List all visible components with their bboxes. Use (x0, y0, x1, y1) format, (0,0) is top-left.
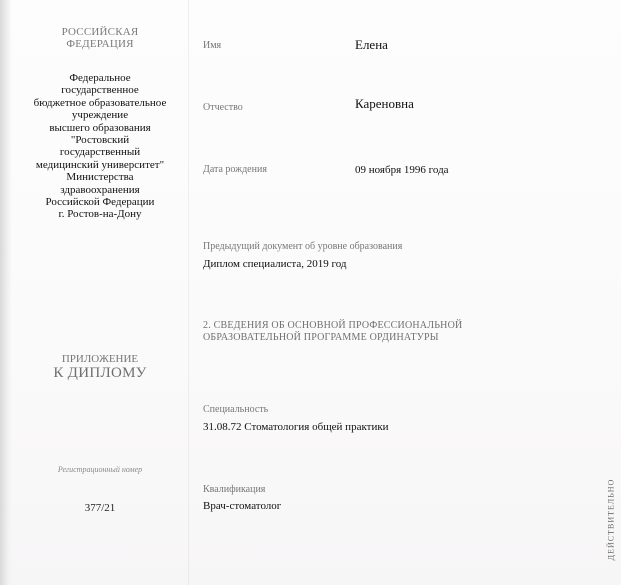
org-line: здравоохранения (60, 183, 140, 196)
registration-label: Регистрационный номер (57, 465, 143, 474)
page-divider (188, 0, 189, 585)
patronymic-value: Кареновна (355, 96, 414, 111)
org-line: Российской Федерации (45, 196, 155, 209)
side-text (602, 455, 614, 585)
page-left-edge (0, 0, 12, 585)
name-label: Имя (203, 40, 222, 51)
specialty-label: Специальность (203, 404, 269, 415)
org-line: высшего образования (49, 121, 151, 134)
name-value: Елена (355, 37, 388, 52)
organization-name (22, 72, 178, 221)
application-title-line-2: К ДИПЛОМУ (53, 365, 147, 381)
specialty-value: 31.08.72 Стоматология общей практики (203, 421, 389, 433)
org-line: учреждение (71, 109, 129, 122)
birth-date-value: 09 ноября 1996 года (355, 164, 449, 176)
org-line: Федеральное (69, 72, 131, 84)
section-heading (203, 320, 503, 344)
country-line-2: ФЕДЕРАЦИЯ (66, 38, 134, 50)
country-line-1: РОССИЙСКАЯ (61, 26, 139, 38)
section-heading-line-2: ОБРАЗОВАТЕЛЬНОЙ ПРОГРАММЕ ОРДИНАТУРЫ (203, 332, 439, 343)
org-line: государственное (61, 84, 139, 97)
registration-number: 377/21 (84, 502, 116, 514)
org-line: государственный (59, 146, 141, 159)
patronymic-label: Отчество (203, 102, 243, 113)
application-title (12, 352, 188, 380)
qualification-label: Квалификация (203, 484, 266, 495)
org-line: "Ростовский (70, 134, 130, 147)
org-line: г. Ростов-на-Дону (58, 208, 142, 221)
org-line: бюджетное образовательное (33, 96, 167, 109)
org-line: Министерства (66, 171, 134, 184)
previous-document-label: Предыдущий документ об уровне образования (203, 241, 403, 252)
left-column (12, 0, 188, 585)
application-title-line-1: ПРИЛОЖЕНИЕ (61, 353, 139, 365)
country-name (12, 26, 188, 50)
org-line: медицинский университет" (35, 158, 165, 171)
previous-document-value: Диплом специалиста, 2019 год (203, 258, 347, 270)
section-heading-line-1: 2. СВЕДЕНИЯ ОБ ОСНОВНОЙ ПРОФЕССИОНАЛЬНОЙ (203, 320, 463, 331)
birth-date-label: Дата рождения (203, 164, 267, 175)
qualification-value: Врач-стоматолог (203, 500, 282, 512)
side-text-label: ДЕЙСТВИТЕЛЬНО (606, 478, 616, 561)
